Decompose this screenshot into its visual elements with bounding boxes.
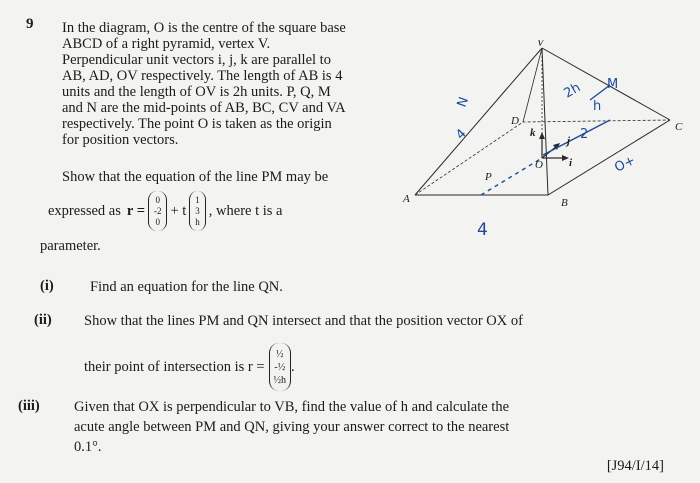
intro-line: AB, AD, OV respectively. The length of AB is 4 [62,68,343,84]
part-text: Find an equation for the line QN. [90,279,283,295]
vec-entry: h [195,216,200,227]
label-o: O [535,159,543,171]
intro-line: and N are the mid-points of AB, BC, CV and VA [62,100,346,116]
label-a: A [403,193,410,205]
vec-entry: 0 [155,194,160,205]
ink-h: h [593,99,602,114]
k-arrowhead [539,132,545,139]
intro-line: Perpendicular unit vectors i, j, k are parallel to [62,52,331,68]
vec-entry: -2 [153,205,162,216]
ink-n: N [454,95,473,110]
direction-vector [189,191,206,231]
ink-two: 2 [580,127,589,142]
part-label: (ii) [34,312,52,328]
vec-entry: -½ [274,361,286,373]
ink-2h: 2h [561,80,584,102]
label-j: j [567,135,571,147]
vec-entry: 0 [155,216,160,227]
label-d: D [511,115,519,127]
position-vector [148,191,168,231]
vec-entry: 3 [195,205,200,216]
label-c: C [675,121,683,133]
label-i: i [569,157,573,169]
label-v: V [537,40,544,49]
part-text: acute angle between PM and QN, giving your answer correct to the nearest [74,419,510,435]
ink-line-oc [543,120,610,155]
source-reference: [J94/I/14] [606,458,664,474]
intro-line: units and the length of OV is 2h units. P, Q, M [62,84,331,100]
plus-t: + t [170,202,187,219]
show-line: Show that the equation of the line PM may be [62,169,329,185]
label-b: B [561,197,568,209]
intro-line: In the diagram, O is the centre of the square base [62,20,346,36]
vec-entry: ½ [276,348,284,360]
intersection-vector [269,343,292,391]
part-text: their point of intersection is r = [84,358,265,375]
ink-ot: O+ [612,153,638,176]
intro-line: ABCD of a right pyramid, vertex V. [62,36,271,52]
part-text: Show that the lines PM and QN intersect and that the position vector OX of [84,313,523,329]
vec-entry: 1 [195,194,200,205]
vec-entry: ½h [273,374,287,386]
expressed-as: expressed as [48,202,121,219]
where-text: , where t is a [208,202,283,219]
question-intro [62,20,392,148]
ink-four-side: 4 [453,126,470,143]
part-label: (i) [40,278,54,294]
i-arrowhead [562,155,569,161]
label-p: P [485,171,492,183]
part-ii-vector-line: their point of intersection is r = ½ -½ ½h . [84,342,295,392]
parameter-word: parameter. [40,238,101,254]
pyramid-diagram [395,40,695,250]
edge-vc [542,48,670,120]
line-equation [48,188,282,234]
ink-four-base: 4 [477,220,488,240]
part-text: Given that OX is perpendicular to VB, find the value of h and calculate the [74,399,509,415]
r-equals: r = [126,202,145,219]
label-k: k [530,127,536,139]
part-label: (iii) [18,398,40,414]
intro-line: respectively. The point O is taken as the origin [62,116,332,132]
ink-m: M [607,77,619,92]
intro-line: for position vectors. [62,132,179,148]
part-text: 0.1°. [74,439,102,455]
question-number: 9 [26,16,34,32]
